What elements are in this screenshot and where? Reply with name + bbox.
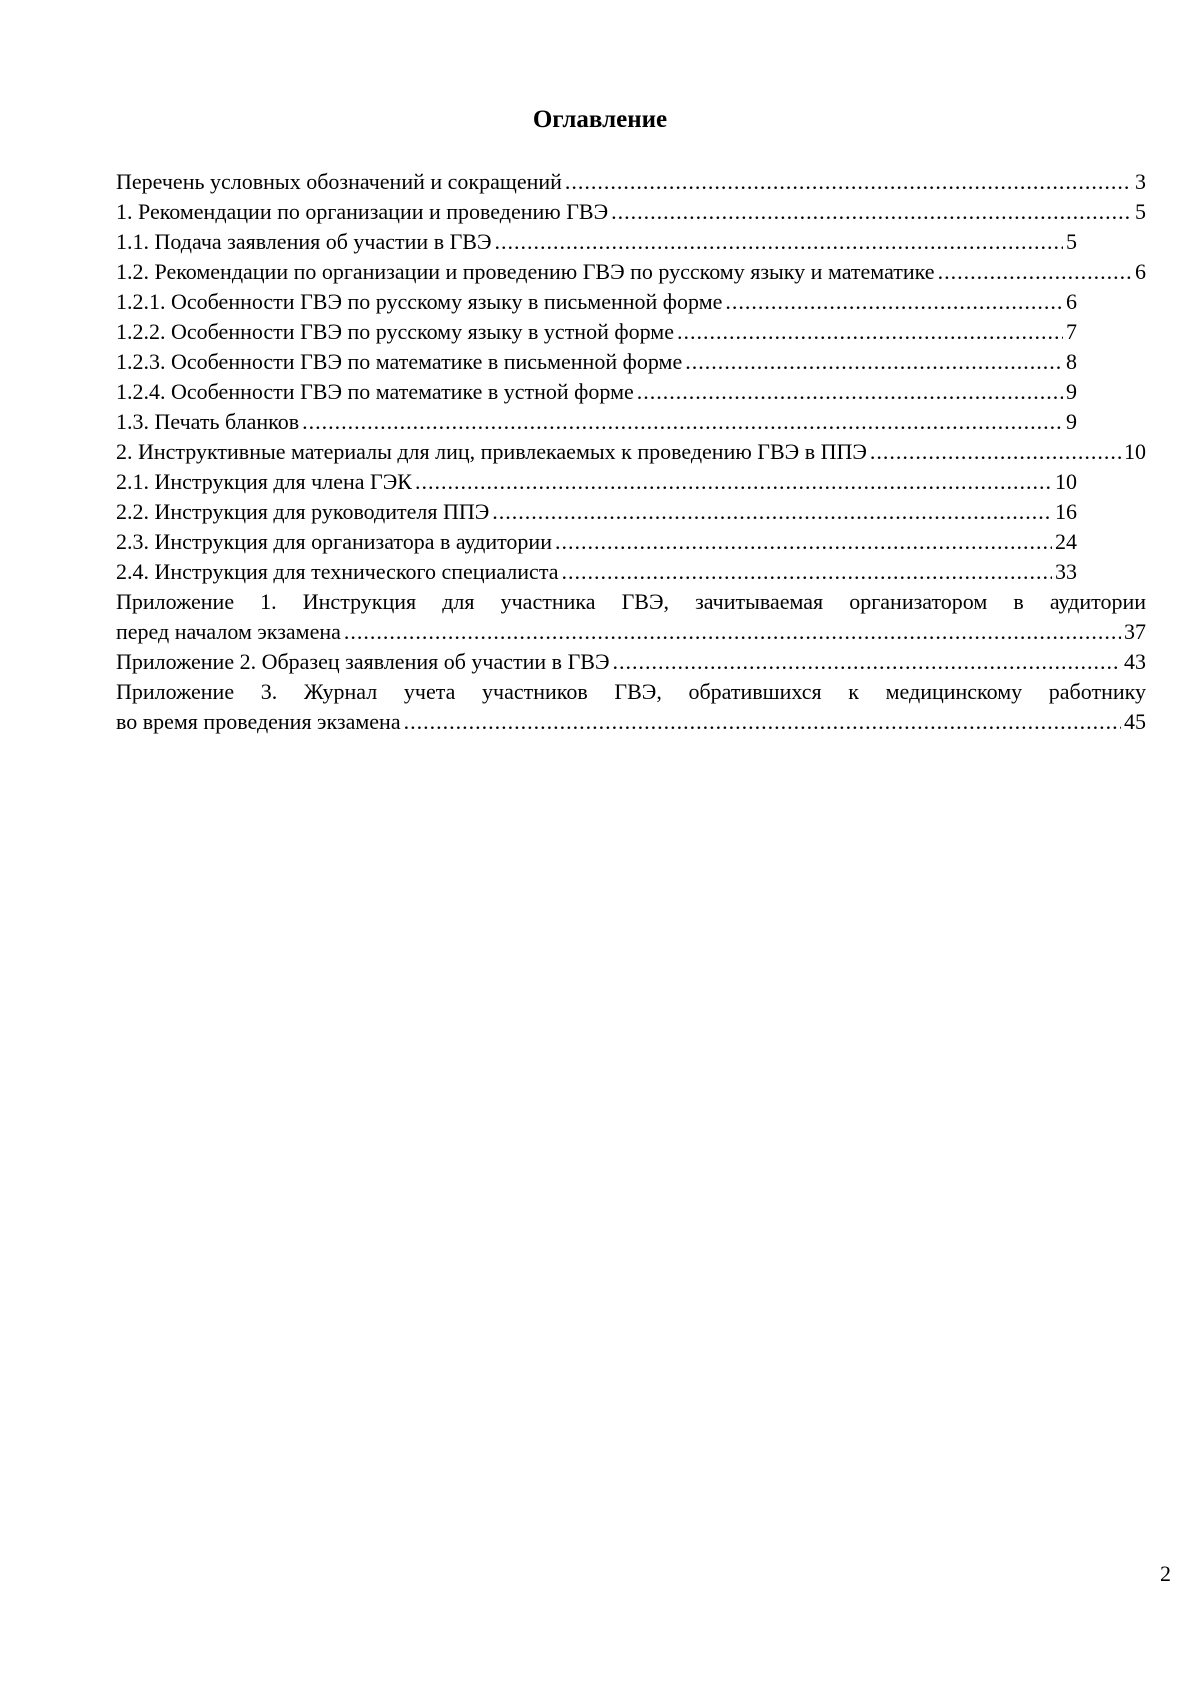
toc-leader-dots <box>611 197 1132 227</box>
toc-leader-dots <box>870 437 1121 467</box>
toc-entry-appendix-1[interactable] <box>116 587 1146 647</box>
toc-entry-page: 43 <box>1124 649 1146 674</box>
toc-entry-label: 1.2.1. Особенности ГВЭ по русскому языку в письменной форме <box>116 289 723 314</box>
toc-entry-page: 10 <box>1124 439 1146 464</box>
toc-entry-label: Приложение 2. Образец заявления об участии в ГВЭ <box>116 649 610 674</box>
toc-entry[interactable] <box>116 287 1077 317</box>
toc-entry-label: 1.2.4. Особенности ГВЭ по математике в устной форме <box>116 379 634 404</box>
page-number: 2 <box>1160 1561 1171 1586</box>
toc-leader-dots <box>344 617 1121 647</box>
toc-entry-page: 16 <box>1055 499 1077 524</box>
toc-entry[interactable] <box>116 197 1146 227</box>
toc-entry-label: 1.2.3. Особенности ГВЭ по математике в письменной форме <box>116 349 683 374</box>
toc-entry[interactable] <box>116 317 1077 347</box>
toc-entry-page: 45 <box>1124 709 1146 734</box>
toc-entry[interactable] <box>116 227 1077 257</box>
toc-entry-appendix-3[interactable] <box>116 677 1146 737</box>
toc-entry-label: 2.1. Инструкция для члена ГЭК <box>116 469 412 494</box>
toc-entry-page: 9 <box>1066 379 1077 404</box>
toc-leader-dots <box>555 527 1052 557</box>
toc-entry-label: 1.3. Печать бланков <box>116 409 300 434</box>
toc-leader-dots <box>565 167 1132 197</box>
toc-entry-label: 2.4. Инструкция для технического специалиста <box>116 559 559 584</box>
toc-entry[interactable] <box>116 527 1077 557</box>
toc-leader-dots <box>677 317 1063 347</box>
toc-leader-dots <box>637 377 1063 407</box>
toc-entry[interactable] <box>116 467 1077 497</box>
toc-leader-dots <box>492 497 1052 527</box>
toc-entry[interactable] <box>116 557 1077 587</box>
toc-entry[interactable] <box>116 167 1146 197</box>
toc-leader-dots <box>561 557 1052 587</box>
toc-entry-page: 5 <box>1066 229 1077 254</box>
page-title: Оглавление <box>532 106 668 133</box>
toc-leader-dots <box>725 287 1063 317</box>
toc-entry[interactable] <box>116 347 1077 377</box>
toc-entry-page: 5 <box>1135 199 1146 224</box>
toc-entry-label: 1.1. Подача заявления об участии в ГВЭ <box>116 229 492 254</box>
toc-entry-label: 2.2. Инструкция для руководителя ППЭ <box>116 499 490 524</box>
toc-entry-page: 9 <box>1066 409 1077 434</box>
toc-entry-label-continued: во время проведения экзамена <box>116 709 401 734</box>
toc-leader-dots <box>685 347 1063 377</box>
toc-entry-label-continued: перед началом экзамена <box>116 619 341 644</box>
toc-entry-page: 6 <box>1066 289 1077 314</box>
table-of-contents <box>116 167 1146 737</box>
toc-leader-dots <box>404 707 1121 737</box>
toc-entry-page: 37 <box>1124 619 1146 644</box>
toc-leader-dots <box>415 467 1052 497</box>
toc-leader-dots <box>495 227 1064 257</box>
toc-entry[interactable] <box>116 257 1146 287</box>
toc-entry-label: 1.2.2. Особенности ГВЭ по русскому языку в устной форме <box>116 319 674 344</box>
toc-entry-page: 24 <box>1055 529 1077 554</box>
toc-entry-page: 8 <box>1066 349 1077 374</box>
toc-entry-label: Приложение 3. Журнал учета участников ГВЭ, обратившихся к медицинскому работнику <box>116 679 1146 704</box>
toc-entry-appendix-2[interactable] <box>116 647 1146 677</box>
toc-leader-dots <box>613 647 1122 677</box>
toc-leader-dots <box>938 257 1132 287</box>
toc-entry[interactable] <box>116 497 1077 527</box>
toc-entry-page: 6 <box>1135 259 1146 284</box>
toc-entry[interactable] <box>116 377 1077 407</box>
toc-entry-label: 2. Инструктивные материалы для лиц, привлекаемых к проведению ГВЭ в ППЭ <box>116 439 867 464</box>
toc-entry-label: Приложение 1. Инструкция для участника ГВЭ, зачитываемая организатором в аудитории <box>116 589 1146 614</box>
toc-entry[interactable] <box>116 437 1146 467</box>
toc-leader-dots <box>302 407 1063 437</box>
toc-entry-page: 10 <box>1055 469 1077 494</box>
toc-entry-label: 2.3. Инструкция для организатора в аудитории <box>116 529 552 554</box>
toc-entry[interactable] <box>116 407 1077 437</box>
toc-entry-page: 7 <box>1066 319 1077 344</box>
toc-entry-label: 1.2. Рекомендации по организации и проведению ГВЭ по русскому языку и математике <box>116 259 935 284</box>
toc-entry-label: Перечень условных обозначений и сокращений <box>116 169 562 194</box>
toc-entry-page: 3 <box>1135 169 1146 194</box>
toc-entry-label: 1. Рекомендации по организации и проведению ГВЭ <box>116 199 609 224</box>
toc-entry-page: 33 <box>1055 559 1077 584</box>
